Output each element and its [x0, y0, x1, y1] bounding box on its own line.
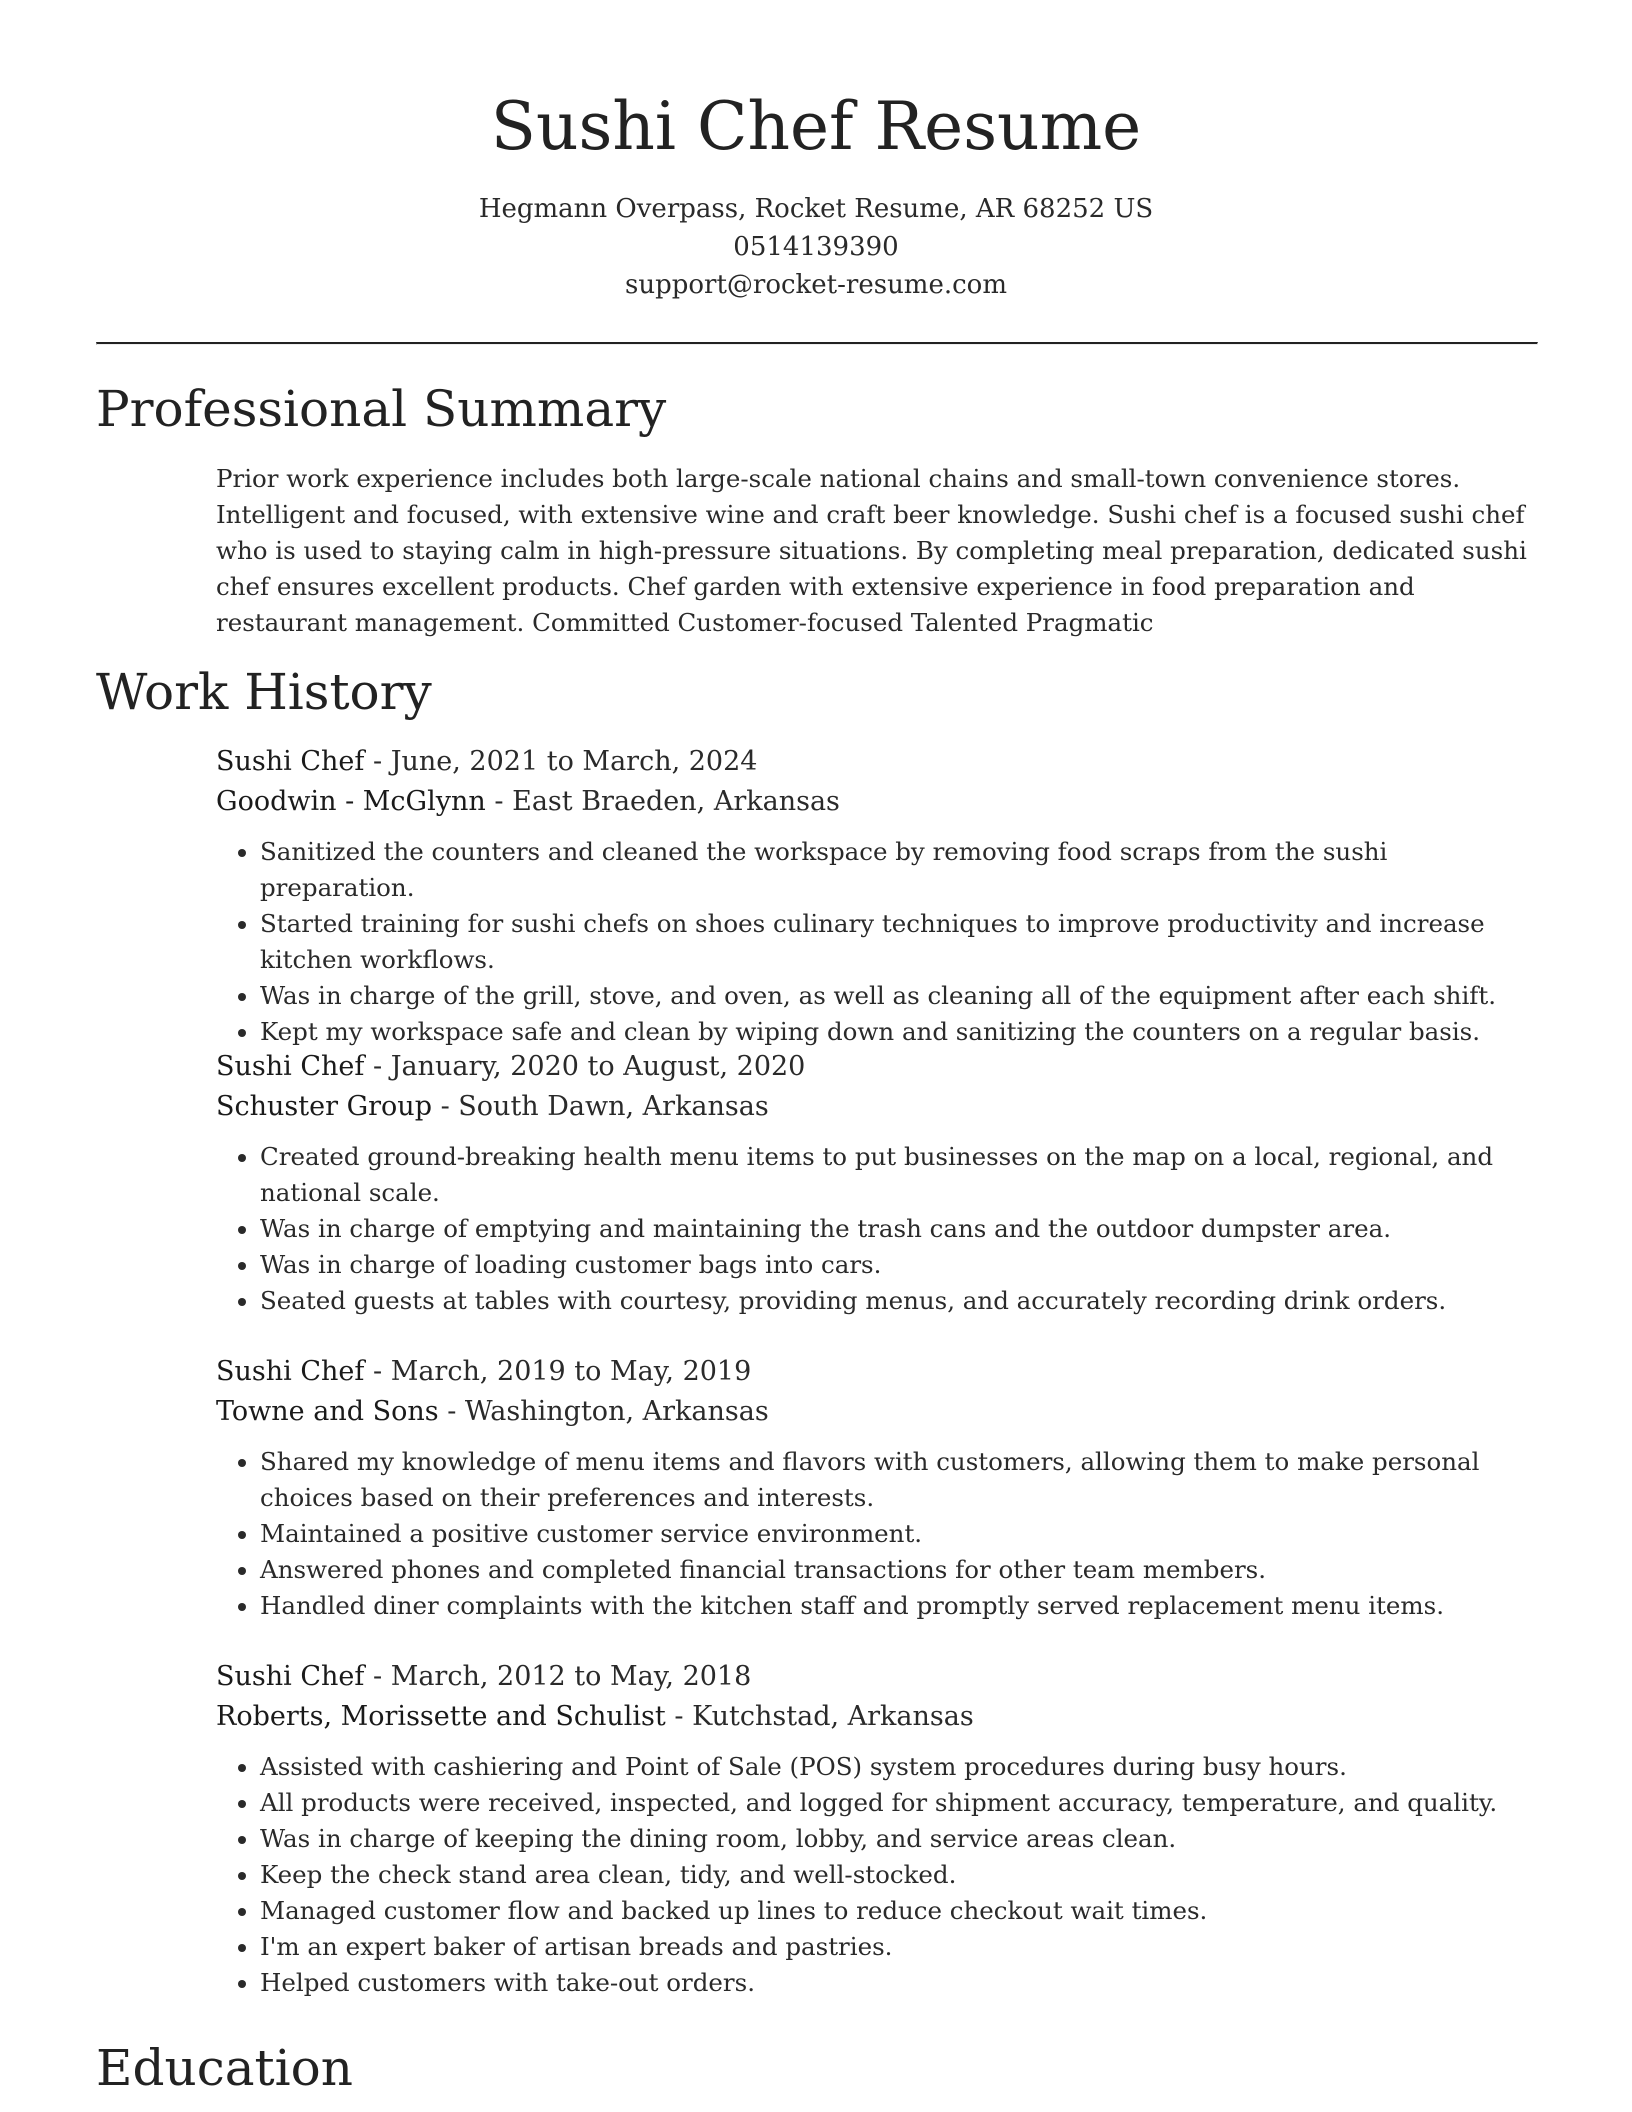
job-company-line [216, 1087, 1546, 1127]
job-bullet: • I'm an expert baker of artisan breads and pastries. [260, 1929, 1546, 1965]
job-company-line [216, 1392, 1546, 1432]
job-location: Washington, Arkansas [464, 1396, 769, 1427]
job-bullet: • Created ground-breaking health menu items to put businesses on the map on a local, regional, and national scale. [260, 1139, 1546, 1211]
contact-email: support@rocket-resume.com [624, 270, 1007, 300]
job-bullet-list [216, 834, 1546, 1050]
job-bullet-list [216, 1444, 1546, 1624]
job-dates-separator: - [372, 1051, 391, 1082]
job-bullet: • Handled diner complaints with the kitchen staff and promptly served replacement menu items. [260, 1588, 1546, 1624]
job-dates-separator: - [372, 1356, 391, 1387]
job-bullet-list [216, 1139, 1546, 1319]
job-title: Sushi Chef [216, 746, 365, 777]
job-entry [216, 1657, 1546, 2001]
job-title-line [216, 1352, 1546, 1392]
job-bullet: • Started training for sushi chefs on shoes culinary techniques to improve productivity and increase kitchen workflows. [260, 906, 1546, 978]
job-bullet: • Helped customers with take-out orders. [260, 1965, 1546, 2001]
job-location-separator: - [494, 786, 513, 817]
job-bullet: • Answered phones and completed financial transactions for other team members. [260, 1552, 1546, 1588]
job-bullet: • Was in charge of keeping the dining room, lobby, and service areas clean. [260, 1821, 1546, 1857]
job-bullet: • Was in charge of the grill, stove, and oven, as well as cleaning all of the equipment after each shift. [260, 978, 1546, 1014]
job-dates-separator: - [372, 746, 391, 777]
contact-address: Hegmann Overpass, Rocket Resume, AR 68252 US [478, 194, 1154, 224]
job-title: Sushi Chef [216, 1661, 365, 1692]
job-bullet: • Sanitized the counters and cleaned the workspace by removing food scraps from the sushi preparation. [260, 834, 1546, 906]
job-dates: January, 2020 to August, 2020 [390, 1051, 806, 1082]
job-location: Kutchstad, Arkansas [692, 1701, 974, 1732]
job-company: Towne and Sons [216, 1396, 439, 1427]
job-location-separator: - [440, 1091, 459, 1122]
job-dates: March, 2012 to May, 2018 [390, 1661, 752, 1692]
job-title-line [216, 1047, 1546, 1087]
summary-heading: Professional Summary [96, 380, 667, 438]
job-location-separator: - [674, 1701, 693, 1732]
job-bullet: • Keep the check stand area clean, tidy, and well-stocked. [260, 1857, 1546, 1893]
job-bullet: • All products were received, inspected, and logged for shipment accuracy, temperature, and quality. [260, 1785, 1546, 1821]
contact-block [0, 190, 1632, 304]
job-bullet: • Managed customer flow and backed up lines to reduce checkout wait times. [260, 1893, 1546, 1929]
job-location: East Braeden, Arkansas [512, 786, 840, 817]
job-title-line [216, 1657, 1546, 1697]
job-title-line [216, 742, 1546, 782]
job-dates: June, 2021 to March, 2024 [390, 746, 758, 777]
job-company-line [216, 1697, 1546, 1737]
job-company: Schuster Group [216, 1091, 432, 1122]
job-bullet-list [216, 1749, 1546, 2001]
job-bullet: • Shared my knowledge of menu items and flavors with customers, allowing them to make personal choices based on their preferences and interests. [260, 1444, 1546, 1516]
summary-text: Prior work experience includes both large-scale national chains and small-town convenience stores. Intelligent and focused, with extensive wine and craft beer knowledge. Sushi chef is a focused sushi chef who is used to staying calm in high-pressure situations. By completing meal preparation, dedicated sushi chef ensures excellent products. Chef garden with extensive experience in food preparation and restaurant management. Committed Customer-focused Talented Pragmatic [216, 464, 1527, 637]
job-location: South Dawn, Arkansas [458, 1091, 769, 1122]
job-bullet: • Assisted with cashiering and Point of Sale (POS) system procedures during busy hours. [260, 1749, 1546, 1785]
job-dates: March, 2019 to May, 2019 [390, 1356, 752, 1387]
contact-phone: 0514139390 [733, 232, 899, 262]
header-divider [96, 342, 1538, 345]
job-entry [216, 1047, 1546, 1319]
job-entry [216, 1352, 1546, 1624]
resume-title: Sushi Chef Resume [490, 88, 1142, 165]
job-bullet: • Was in charge of loading customer bags into cars. [260, 1247, 1546, 1283]
job-title: Sushi Chef [216, 1051, 365, 1082]
education-heading: Education [96, 2039, 353, 2097]
job-company: Goodwin - McGlynn [216, 786, 486, 817]
work-history-heading: Work History [96, 663, 432, 721]
job-company-line [216, 782, 1546, 822]
job-dates-separator: - [372, 1661, 391, 1692]
job-bullet: • Maintained a positive customer service environment. [260, 1516, 1546, 1552]
job-entry [216, 742, 1546, 1050]
job-company: Roberts, Morissette and Schulist [216, 1701, 666, 1732]
job-title: Sushi Chef [216, 1356, 365, 1387]
job-bullet: • Was in charge of emptying and maintaining the trash cans and the outdoor dumpster area. [260, 1211, 1546, 1247]
job-bullet: • Kept my workspace safe and clean by wiping down and sanitizing the counters on a regular basis. [260, 1014, 1546, 1050]
job-bullet: • Seated guests at tables with courtesy, providing menus, and accurately recording drink orders. [260, 1283, 1546, 1319]
job-location-separator: - [447, 1396, 465, 1427]
